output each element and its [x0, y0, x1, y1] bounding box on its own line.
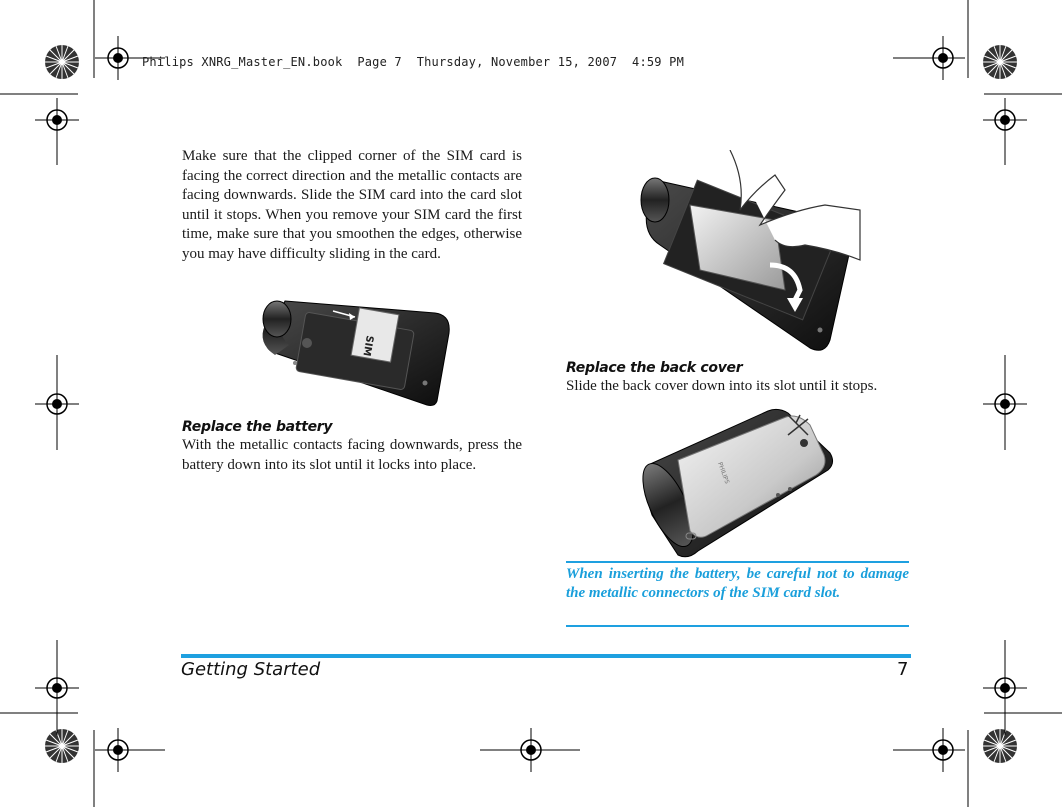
caution-note: When inserting the battery, be careful not to damage the metallic connectors of the SIM card slot.: [566, 566, 909, 601]
back-cover-paragraph: Slide the back cover down into its slot until it stops.: [566, 378, 878, 394]
note-bottom-rule: [566, 625, 909, 627]
note-top-rule: [566, 561, 909, 563]
brand-label: PHILIPS: [716, 461, 731, 485]
page-number: 7: [897, 659, 909, 680]
sim-label: SIM: [360, 334, 375, 357]
registration-star-icon: [983, 45, 1017, 79]
registration-star-icon: [983, 729, 1017, 763]
back-cover-heading: Replace the back cover: [566, 360, 743, 376]
footer-section-title: Getting Started: [181, 659, 321, 680]
battery-heading: Replace the battery: [182, 419, 333, 435]
sim-instructions-paragraph: Make sure that the clipped corner of the SIM card is facing the correct direction and the metallic contacts are facing downwards. Slide the SIM card into the card slot until it stops. When you remove your SIM card the first time, make sure that you smoothen the edges, otherwise you may have difficulty sliding in the card.: [182, 148, 522, 262]
phone-sim-illustration: [255, 283, 455, 408]
battery-paragraph: With the metallic contacts facing downwards, press the battery down into its slot until it locks into place.: [182, 437, 522, 473]
book-slug: Philips XNRG_Master_EN.book Page 7 Thursday, November 15, 2007 4:59 PM: [142, 55, 684, 69]
registration-star-icon: [45, 729, 79, 763]
footer-rule: [181, 654, 911, 658]
back-cover-illustration: [638, 405, 838, 560]
registration-star-icon: [45, 45, 79, 79]
battery-insert-illustration: [635, 150, 865, 355]
